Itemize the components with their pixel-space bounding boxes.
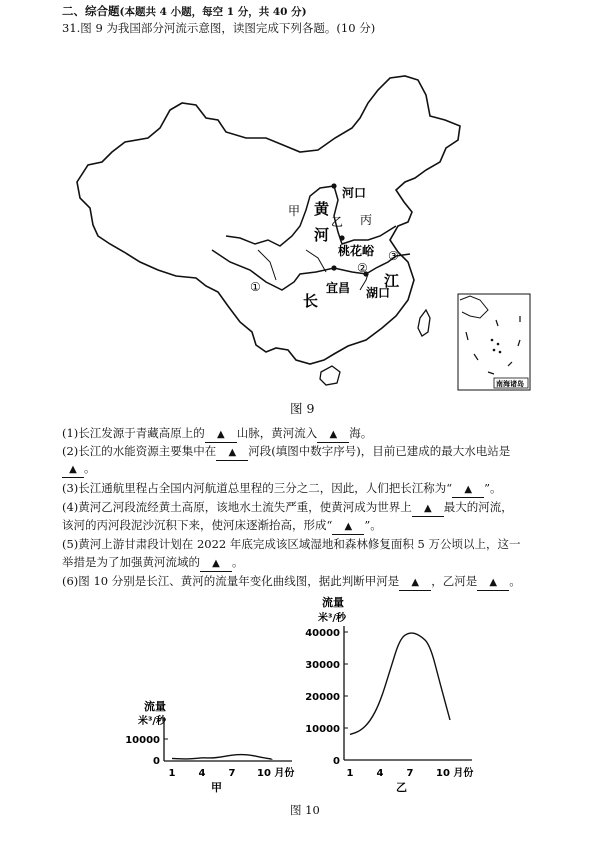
sub-question-1: (1)长江发源于青藏高原上的 ▲ 山脉，黄河流入 ▲ 海。 [62, 426, 372, 443]
chart-yi-ylabel: 流量 [322, 596, 344, 609]
inset-label: 南海诸岛 [496, 380, 524, 388]
chart-yi [305, 595, 473, 794]
answer-blank[interactable]: ▲ [452, 482, 484, 498]
chart-jia-yunit: 米³/秒 [138, 716, 167, 727]
taohuayu-dot [339, 235, 344, 240]
label-c3: ③ [388, 249, 399, 263]
sub-question-4-cont: 该河的丙河段泥沙沉积下来，使河床逐渐抬高，形成“ ▲ ”。 [62, 518, 382, 535]
label-yi: 乙 [331, 215, 344, 229]
sub-question-2: (2)长江的水能资源主要集中在 ▲ 河段(填图中数字序号)，目前已建成的最大水电站是 [62, 444, 510, 461]
label-taohuayu: 桃花峪 [338, 244, 375, 258]
label-hukou: 湖口 [366, 286, 391, 300]
label-he: 河 [314, 226, 330, 244]
chart-jia-ytick-label: 0 [153, 756, 160, 767]
chart-jia-series-line [172, 755, 272, 759]
label-c2: ② [357, 261, 368, 275]
tributary-river [258, 250, 276, 280]
answer-blank[interactable]: ▲ [216, 445, 248, 461]
tributary-river [306, 250, 326, 272]
chart-yi-series-line [350, 633, 450, 734]
question-text: 图 9 为我国部分河流示意图，读图完成下列各题。(10 分) [80, 21, 376, 35]
sub-question-3: (3)长江通航里程占全国内河航道总里程的三分之二，因此，人们把长江称为“ ▲ ”。 [62, 481, 502, 498]
chart-jia-ytick-label: 10000 [125, 735, 160, 746]
label-huang: 黄 [314, 200, 330, 218]
label-yichang: 宜昌 [326, 281, 351, 295]
answer-blank[interactable]: ▲ [332, 519, 364, 535]
chart-yi-name: 乙 [396, 781, 407, 794]
yangtze-river [212, 250, 410, 290]
hekou-dot [331, 183, 336, 188]
chart-yi-ytick-label: 30000 [305, 660, 340, 671]
chart-jia-xtick-label: 10 月份 [257, 768, 295, 779]
china-outline [77, 76, 460, 364]
label-jia: 甲 [288, 204, 301, 218]
sub-question-5-cont: 举措是为了加强黄河流域的 ▲ 。 [62, 555, 244, 572]
chart-jia-name: 甲 [211, 781, 222, 794]
label-jiang: 江 [384, 272, 400, 290]
chart-yi-xtick-label: 1 [346, 768, 354, 779]
hainan-island [320, 366, 340, 385]
sub-question-2-cont: ▲ 。 [62, 461, 96, 478]
label-hekou: 河口 [342, 186, 367, 200]
answer-blank[interactable]: ▲ [477, 575, 509, 591]
figure9-caption: 图 9 [290, 401, 315, 416]
answer-blank[interactable]: ▲ [200, 556, 232, 572]
label-bing: 丙 [360, 213, 373, 227]
chart-yi-xtick-label: 7 [406, 768, 414, 779]
chart-jia-xtick-label: 4 [198, 768, 206, 779]
answer-blank[interactable]: ▲ [62, 462, 84, 478]
taiwan-island [418, 310, 430, 336]
chart-yi-xtick-label: 4 [376, 768, 384, 779]
section-heading: 二、综合题 [62, 4, 120, 18]
chart-jia-ylabel: 流量 [144, 700, 166, 713]
chart-yi-ytick-label: 0 [333, 756, 340, 767]
label-chang: 长 [303, 292, 319, 310]
answer-blank[interactable]: ▲ [205, 427, 237, 443]
chart-jia-xtick-label: 1 [168, 768, 176, 779]
answer-blank[interactable]: ▲ [412, 501, 444, 517]
chart-yi-ytick-label: 40000 [305, 628, 340, 639]
sub-question-4: (4)黄河乙河段流经黄土高原，该地水土流失严重，使黄河成为世界上 ▲ 最大的河流， [62, 500, 513, 517]
answer-blank[interactable]: ▲ [399, 575, 431, 591]
sub-question-5: (5)黄河上游甘肃段计划在 2022 年底完成该区域湿地和森林修复面积 5 万公顷以上，这一 [62, 537, 521, 551]
yichang-dot [331, 265, 336, 270]
sub-question-6: (6)图 10 分别是长江、黄河的流量年变化曲线图，据此判断甲河是 ▲ ，乙河是 ▲ 。 [62, 574, 521, 591]
section-note: (本题共 4 小题，每空 1 分，共 40 分) [119, 6, 307, 18]
chart-yi-ytick-label: 20000 [305, 692, 340, 703]
chart-jia [125, 699, 294, 794]
question-number: 31. [62, 21, 81, 35]
label-c1: ① [250, 280, 261, 294]
figure10-caption: 图 10 [290, 803, 320, 817]
china-river-map [0, 0, 589, 400]
chart-yi-yunit: 米³/秒 [318, 613, 347, 624]
chart-jia-xtick-label: 7 [228, 768, 236, 779]
chart-yi-xtick-label: 10 月份 [436, 768, 474, 779]
chart-yi-ytick-label: 10000 [305, 724, 340, 735]
chart-yi-yticks [305, 628, 348, 767]
answer-blank[interactable]: ▲ [317, 427, 349, 443]
